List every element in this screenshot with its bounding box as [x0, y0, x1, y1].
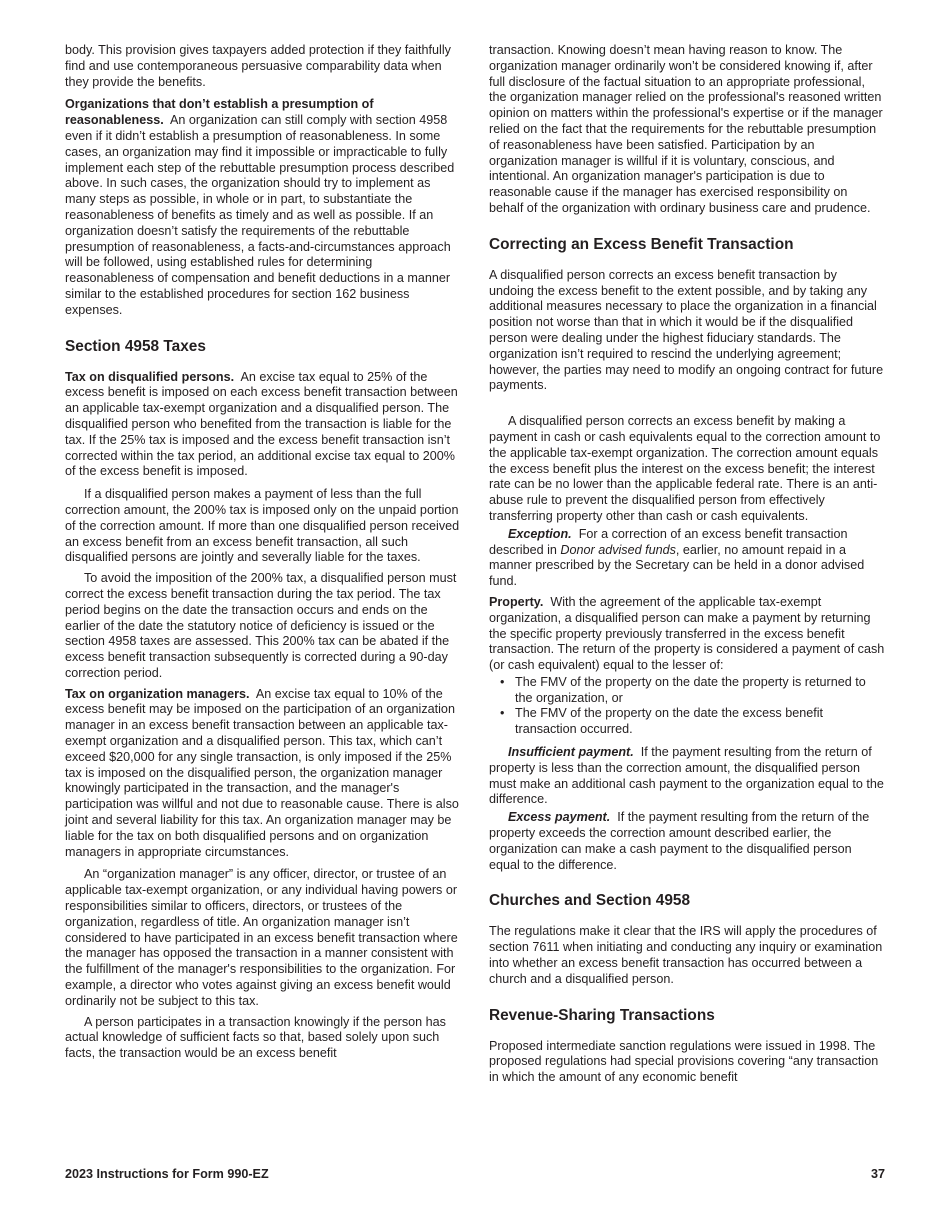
run-in-heading: Insufficient payment. [508, 745, 634, 760]
paragraph-text: An organization can still comply with section 4958 even if it didn’t establish a presumption of reasonableness. In some cases, an organization may find it impossible or impracticable to fully implement each step of the rebuttable presumption process described above. In such cases, the organization should try to implement as many steps as possible, in whole or in part, to substantiate the reasonableness of benefits as timely and as well as possible. If an organization doesn’t satisfy the requirements of the rebuttable presumption of reasonableness, a facts-and-circumstances approach will be followed, using established rules for determining reasonableness of compensation and benefit deductions in a manner similar to the established procedures for section 162 business expenses. [65, 113, 455, 317]
paragraph [65, 370, 461, 481]
paragraph-text: An excise tax equal to 10% of the excess benefit may be imposed on the participation of an organization manager in an excess benefit transaction between an applicable tax-exempt organization and a disqualified person. This tax, which can’t exceed $20,000 for any single transaction, is only imposed if the 25% tax is imposed on the disqualified person, the organization manager knowingly participated in the transaction, and the manager's participation was willful and not due to reasonable cause. There is also joint and several liability for this tax. An organization manager may be liable for the tax on both disqualified persons and on organization managers in appropriate circumstances. [65, 686, 459, 859]
page-number: 37 [870, 1167, 885, 1181]
paragraph: A person participates in a transaction knowingly if the person has actual knowledge of sufficient facts so that, based solely upon such facts, the transaction would be an excess benefit [65, 1014, 446, 1061]
left-column [65, 43, 461, 1067]
run-in-heading: Exception. [508, 526, 572, 541]
paragraph-text: , earlier, no amount repaid in a manner prescribed by the Secretary can be held in a donor advised fund. [489, 542, 865, 589]
paragraph-text: With the agreement of the applicable tax-exempt organization, a disqualified person can make a payment by returning the specific property previously transferred in the excess benefit transaction. The return of the property is considered a payment of cash (or cash equivalent) equal to the lesser of: [489, 594, 885, 673]
paragraph-text: An excise tax equal to 25% of the excess benefit is imposed on each excess benefit transaction between an applicable tax-exempt organization and a disqualified person. The disqualified person who benefited from the transaction is liable for the tax. If the 25% tax is imposed and the excess benefit transaction isn’t corrected within the tax period, an additional excise tax equal to 200% of the excess benefit is imposed. [65, 369, 458, 479]
section-heading: Churches and Section 4958 [489, 892, 691, 910]
bullet-list [489, 675, 885, 738]
paragraph [489, 527, 885, 590]
paragraph: A disqualified person corrects an excess benefit by making a payment in cash or cash equivalents equal to the correction amount to the applicable tax-exempt organization. The correction amount equals the excess benefit plus the interest on the excess benefit; the interest rate can be no lower than the applicable federal rate. There is an anti-abuse rule to prevent the disqualified person from effectively transferring property other than cash or cash equivalents. [489, 414, 881, 523]
run-in-heading: Property. [489, 594, 544, 609]
cross-reference-link[interactable]: Donor advised funds [560, 542, 676, 557]
paragraph [65, 687, 461, 861]
paragraph: Proposed intermediate sanction regulations were issued in 1998. The proposed regulations had special provisions covering “any transaction in which the amount of any economic benefit [489, 1038, 879, 1085]
paragraph: The regulations make it clear that the IRS will apply the procedures of section 7611 when initiating and conducting any inquiry or examination into whether an excess benefit transaction has occurred between a church and a disqualified person. [489, 924, 883, 986]
paragraph [489, 810, 885, 873]
paragraph-text: For a correction of an excess benefit transaction described in [489, 526, 848, 557]
run-in-heading: Organizations that don’t establish a presumption of reasonableness. [65, 97, 374, 128]
run-in-heading: Tax on organization managers. [65, 686, 250, 701]
right-column [489, 43, 885, 1093]
section-heading: Correcting an Excess Benefit Transaction [489, 235, 794, 253]
paragraph: An “organization manager” is any officer, director, or trustee of an applicable tax-exempt organization, or any individual having powers or responsibilities similar to officers, directors, or trustees of the organization, regardless of title. An organization manager isn’t considered to have participated in an excess benefit transaction where the manager has opposed the transaction in a manner consistent with the fulfillment of the manager's responsibilities to the organization. For example, a director who votes against giving an excess benefit would ordinarily not be subject to this tax. [65, 867, 458, 1008]
paragraph-text: If the payment resulting from the return of the property exceeds the correction amount described earlier, the organization can make a cash payment to the disqualified person equal to the difference. [489, 810, 870, 872]
paragraph: To avoid the imposition of the 200% tax, a disqualified person must correct the excess benefit transaction during the tax period. The tax period begins on the date the transaction occurs and ends on the earlier of the date the statutory notice of deficiency is issued or the section 4958 taxes are assessed. This 200% tax can be abated if the excess benefit transaction subsequently is corrected during a 90-day correction period. [65, 571, 457, 680]
section-heading: Revenue-Sharing Transactions [489, 1006, 715, 1024]
section-heading: Section 4958 Taxes [65, 337, 206, 355]
list-item: • The FMV of the property on the date the property is returned to the organization, or [489, 675, 885, 707]
run-in-heading: Tax on disqualified persons. [65, 369, 235, 384]
paragraph [489, 745, 885, 808]
paragraph-text: If the payment resulting from the return of property is less than the correction amount, the disqualified person must make an additional cash payment to the organization equal to the difference. [489, 745, 884, 807]
paragraph: A disqualified person corrects an excess benefit transaction by undoing the excess benefit to the extent possible, and by taking any additional measures necessary to place the organization in a financial position not worse than that in which it would be if the disqualified person were dealing under the highest fiduciary standards. The organization isn’t required to rescind the underlying agreement; however, the parties may need to modify an ongoing contract for future payments. [489, 267, 884, 393]
list-item: • The FMV of the property on the date the excess benefit transaction occurred. [489, 706, 885, 738]
run-in-heading: Excess payment. [508, 810, 611, 825]
paragraph: body. This provision gives taxpayers added protection if they faithfully find and use contemporaneous persuasive comparability data when they provide the benefits. [65, 43, 451, 89]
paragraph [489, 595, 885, 674]
footer-title: 2023 Instructions for Form 990-EZ [65, 1167, 269, 1181]
paragraph: transaction. Knowing doesn’t mean having reason to know. The organization manager ordinarily won’t be considered knowing if, after full disclosure of the factual situation to an appropriate professional, the organization manager relied on the professional's reasoned written opinion on matters within the professional's expertise or if the manager relied on the fact that the requirements for the rebuttable presumption of reasonableness have been satisfied. Participation by an organization manager is willful if it is voluntary, conscious, and intentional. An organization manager's participation is due to reasonable cause if the manager has exercised responsibility on behalf of the organization with ordinary business care and prudence. [489, 43, 883, 215]
paragraph [65, 97, 461, 318]
paragraph: If a disqualified person makes a payment of less than the full correction amount, the 200% tax is imposed only on the unpaid portion of the correction amount. If more than one disqualified person received an excess benefit from an excess benefit transaction, all such disqualified persons are jointly and severally liable for the taxes. [65, 487, 460, 565]
